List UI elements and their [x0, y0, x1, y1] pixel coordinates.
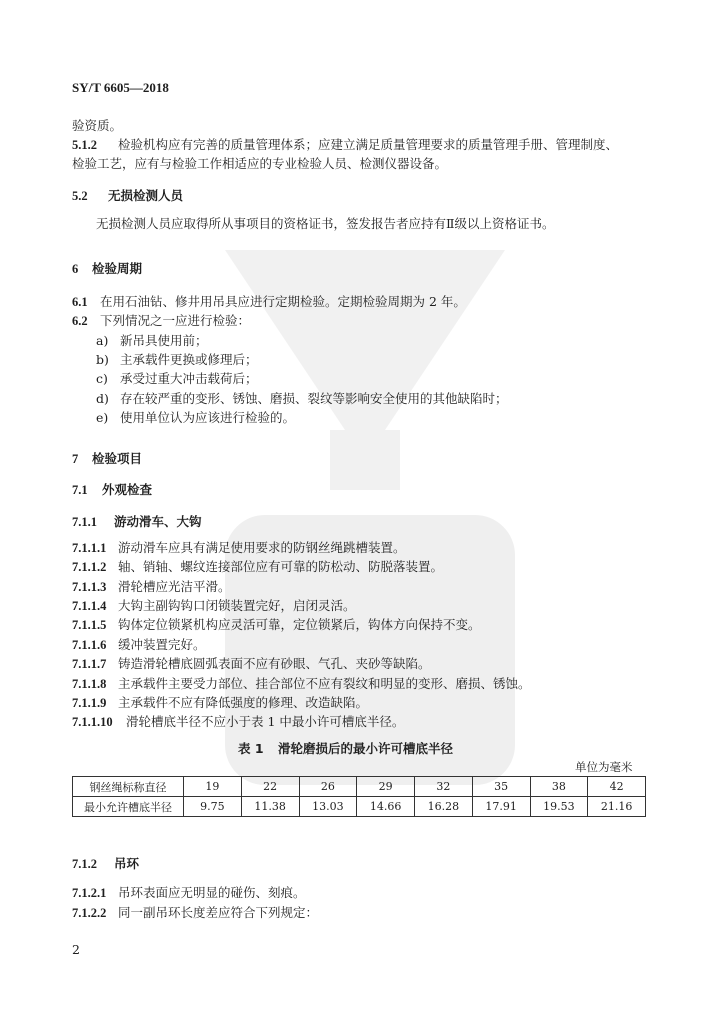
- list-marker: e): [96, 410, 109, 425]
- section-number: 7.1.2: [72, 857, 97, 871]
- clause-number: 7.1.1.9: [72, 696, 107, 710]
- clause-number: 5.1.2: [72, 138, 97, 152]
- clause-item: [72, 714, 404, 730]
- clause-text: 滑轮槽底半径不应小于表 1 中最小许可槽底半径。: [126, 714, 405, 729]
- table-cell: 14.66: [357, 797, 415, 817]
- clause-item: [72, 695, 368, 711]
- clause-text: 吊环表面应无明显的碰伤、刻痕。: [118, 885, 306, 900]
- clause-6-1: [72, 294, 466, 310]
- table-cell: 13.03: [299, 797, 357, 817]
- clause-text: 滑轮槽应光洁平滑。: [118, 579, 231, 594]
- clause-text: 主承载件主要受力部位、挂合部位不应有裂纹和明显的变形、磨损、锈蚀。: [118, 676, 531, 691]
- paragraph: 检验工艺，应有与检验工作相适应的专业检验人员、检测仪器设备。: [72, 156, 448, 171]
- list-item: [96, 410, 295, 426]
- clause-number: 7.1.1.4: [72, 599, 107, 613]
- paragraph: 无损检测人员应取得所从事项目的资格证书，签发报告者应持有Ⅱ级以上资格证书。: [96, 216, 555, 231]
- list-text: 使用单位认为应该进行检验的。: [120, 410, 296, 425]
- table-1: [72, 776, 646, 817]
- clause-text: 钩体定位锁紧机构应灵活可靠，定位锁紧后，钩体方向保持不变。: [118, 617, 481, 632]
- list-text: 新吊具使用前；: [120, 333, 208, 348]
- clause-number: 7.1.1.1: [72, 541, 107, 555]
- table-cell: 26: [299, 777, 357, 797]
- table-title: 滑轮磨损后的最小许可槽底半径: [278, 741, 454, 756]
- list-item: [96, 352, 258, 368]
- table-cell: 29: [357, 777, 415, 797]
- list-marker: b): [96, 352, 109, 367]
- section-heading-7: [72, 449, 142, 467]
- section-number: 7: [72, 452, 79, 466]
- table-number: 表 1: [238, 741, 264, 756]
- list-marker: a): [96, 333, 109, 348]
- list-text: 存在较严重的变形、锈蚀、磨损、裂纹等影响安全使用的其他缺陷时；: [120, 391, 508, 406]
- table-row: [73, 797, 646, 817]
- clause-text: 在用石油钻、修井用吊具应进行定期检验。定期检验周期为 2 年。: [100, 294, 466, 309]
- clause-number: 6.2: [72, 314, 88, 328]
- table-cell: 钢丝绳标称直径: [73, 777, 184, 797]
- clause-number: 7.1.1.5: [72, 618, 107, 632]
- clause-number: 7.1.1.10: [72, 715, 113, 729]
- table-cell: 19: [184, 777, 242, 797]
- clause-number: 7.1.1.3: [72, 580, 107, 594]
- clause-item: [72, 656, 431, 672]
- table-cell: 9.75: [184, 797, 242, 817]
- section-title: 游动滑车、大钩: [114, 514, 202, 529]
- table-cell: 38: [530, 777, 588, 797]
- table-cell: 16.28: [415, 797, 473, 817]
- section-heading-7-1: [72, 480, 152, 498]
- clause-number: 7.1.1.8: [72, 677, 107, 691]
- section-title: 检验周期: [92, 261, 143, 276]
- table-cell: 22: [241, 777, 299, 797]
- clause-item: [72, 617, 481, 633]
- clause-number: 7.1.1.6: [72, 638, 107, 652]
- clause-text: 主承载件不应有降低强度的修理、改造缺陷。: [118, 695, 369, 710]
- table-cell: 42: [588, 777, 646, 797]
- table-cell: 最小允许槽底半径: [73, 797, 184, 817]
- clause-number: 7.1.2.1: [72, 886, 107, 900]
- clause-item: [72, 579, 231, 595]
- document-code: SY/T 6605—2018: [72, 80, 169, 95]
- table-caption: [238, 739, 453, 757]
- clause-text: 轴、销轴、螺纹连接部位应有可靠的防松动、防脱落装置。: [118, 559, 444, 574]
- page-number: 2: [72, 942, 80, 957]
- list-marker: d): [96, 391, 109, 406]
- table-cell: 21.16: [588, 797, 646, 817]
- table-cell: 35: [472, 777, 530, 797]
- clause-5-1-2: [72, 137, 618, 153]
- clause-item: [72, 637, 206, 653]
- clause-number: 7.1.2.2: [72, 906, 107, 920]
- section-number: 7.1: [72, 483, 88, 497]
- section-heading-7-1-2: [72, 854, 139, 872]
- clause-number: 7.1.1.7: [72, 657, 107, 671]
- table-row: [73, 777, 646, 797]
- list-text: 主承载件更换或修理后；: [120, 352, 258, 367]
- table-cell: 11.38: [241, 797, 299, 817]
- section-title: 检验项目: [92, 451, 143, 466]
- table-cell: 19.53: [530, 797, 588, 817]
- clause-number: 6.1: [72, 295, 88, 309]
- clause-text: 同一副吊环长度差应符合下列规定：: [118, 905, 319, 920]
- list-marker: c): [96, 371, 108, 386]
- clause-text: 缓冲装置完好。: [118, 637, 206, 652]
- clause-item: [72, 598, 356, 614]
- section-number: 5.2: [72, 189, 88, 203]
- section-heading-7-1-1: [72, 512, 202, 530]
- clause-item: [72, 676, 531, 692]
- section-title: 吊环: [114, 856, 140, 871]
- list-item: [96, 391, 508, 407]
- clause-item: [72, 905, 318, 921]
- table-cell: 32: [415, 777, 473, 797]
- section-title: 外观检查: [102, 482, 153, 497]
- section-number: 6: [72, 262, 79, 276]
- section-title: 无损检测人员: [108, 188, 184, 203]
- paragraph: 验资质。: [72, 118, 123, 133]
- clause-text: 游动滑车应具有满足使用要求的防钢丝绳跳槽装置。: [118, 540, 406, 555]
- section-heading-5-2: [72, 186, 183, 204]
- list-text: 承受过重大冲击载荷后；: [120, 371, 258, 386]
- clause-item: [72, 885, 306, 901]
- clause-item: [72, 540, 406, 556]
- clause-text: 铸造滑轮槽底圆弧表面不应有砂眼、气孔、夹砂等缺陷。: [118, 656, 431, 671]
- clause-text: 大钩主副钩钩口闭锁装置完好，启闭灵活。: [118, 598, 356, 613]
- clause-number: 7.1.1.2: [72, 560, 107, 574]
- table-cell: 17.91: [472, 797, 530, 817]
- table-unit: 单位为毫米: [575, 760, 633, 774]
- clause-text: 检验机构应有完善的质量管理体系；应建立满足质量管理要求的质量管理手册、管理制度、: [118, 137, 619, 152]
- list-item: [96, 371, 258, 387]
- section-heading-6: [72, 259, 142, 277]
- clause-item: [72, 559, 443, 575]
- clause-6-2: [72, 313, 250, 329]
- clause-text: 下列情况之一应进行检验：: [100, 313, 251, 328]
- section-number: 7.1.1: [72, 515, 97, 529]
- list-item: [96, 333, 208, 349]
